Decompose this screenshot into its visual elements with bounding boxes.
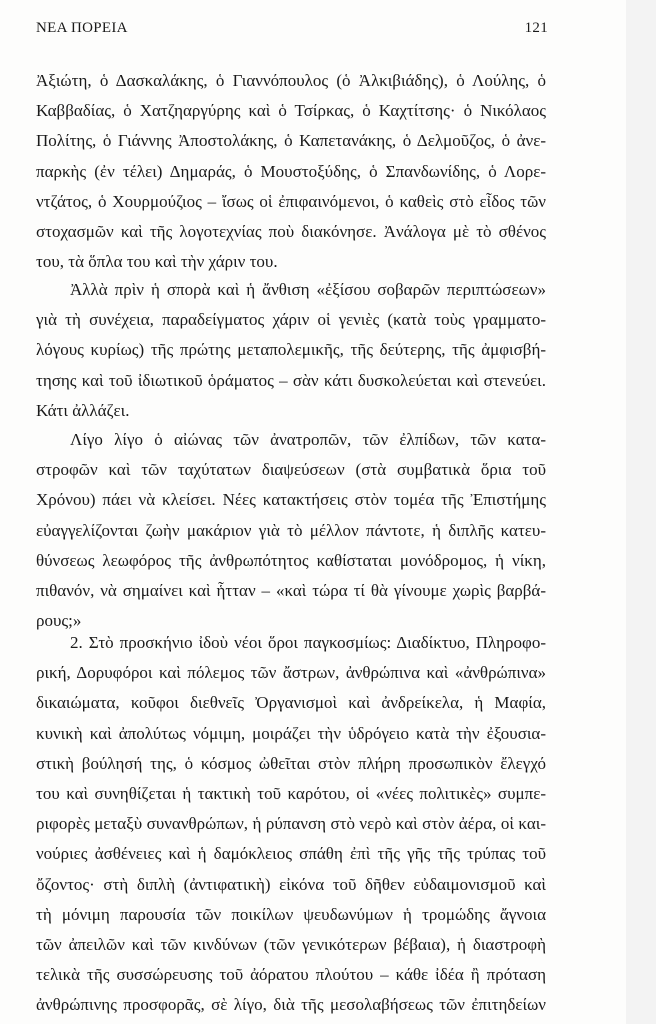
text-line: πιθανόν, νὰ σημαίνει καὶ ἧτταν – «καὶ τώρα τί θὰ γίνουμε χωρὶς βαρβά- [36, 581, 546, 601]
text-line: γιὰ τὴ συνέχεια, παραδείγματος χάριν οἱ γενιὲς (κατὰ τοὺς γραμματο- [36, 310, 546, 330]
text-line: ρους;» [36, 611, 82, 631]
page-number: 121 [524, 20, 548, 36]
text-line: τησης καὶ τοῦ ἰδιωτικοῦ ὁράματος – σὰν κάτι δυσκολεύεται καὶ στενεύει. [36, 370, 546, 390]
page-edge-shadow [626, 0, 656, 1024]
text-line: παρκὴς (ἐν τέλει) Δημαράς, ὁ Μουστοξύδης, ὁ Σπανδωνίδης, ὁ Λορε- [36, 161, 546, 181]
text-line: ὄζοντος· στὴ διπλὴ (ἀντιφατικὴ) εἰκόνα τοῦ δῆθεν εὐδαιμονισμοῦ καὶ [36, 874, 546, 894]
text-line: εὐαγγελίζονται ζωὴν μακάριον γιὰ τὸ μέλλον πάντοτε, ἡ διπλῆς κατευ- [36, 520, 546, 540]
text-line: Χρόνου) πάει νὰ κλείσει. Νέες κατακτήσεις στὸν τομέα τῆς Ἐπιστήμης [36, 490, 546, 510]
text-line: λόγους κυρίως) τῆς πρώτης μεταπολεμικῆς, τῆς δεύτερης, τῆς ἀμφισβή- [36, 340, 546, 360]
text-line: του καὶ συνηθίζεται ἡ τακτικὴ τοῦ καρότου, οἱ «νέες πολιτικὲς» συμπε- [36, 784, 546, 804]
text-line: Ἀλλὰ πρὶν ἡ σπορὰ καὶ ἡ ἄνθιση «ἐξίσου σοβαρῶν περιπτώσεων» [70, 280, 546, 299]
paragraph-2 [36, 275, 546, 426]
text-line: Πολίτης, ὁ Γιάννης Ἀποστολάκης, ὁ Καπετανάκης, ὁ Δελμοῦζος, ὁ ἀνε- [36, 131, 546, 151]
text-line: κυνικὴ καὶ ἀπολύτως νόμιμη, μοιράζει τὴν ὑδρόγειο κατὰ τὴν ἐξουσια- [36, 723, 546, 743]
text-line: στροφῶν καὶ τῶν ταχύτατων διαψεύσεων (στὰ συμβατικὰ ὅρια τοῦ [36, 460, 546, 480]
running-title: ΝΕΑ ΠΟΡΕΙΑ [36, 20, 128, 36]
text-line: του, τὰ ὅπλα του καὶ τὴν χάριν του. [36, 252, 278, 272]
text-line: τῶν ἀπειλῶν καὶ τῶν κινδύνων (τῶν γενικότερων βέβαια), ἡ διαστροφὴ [36, 935, 546, 955]
text-line: Λίγο λίγο ὁ αἰώνας τῶν ἀνατροπῶν, τῶν ἐλπίδων, τῶν κατα- [70, 430, 546, 449]
text-line: Ἀξιώτη, ὁ Δασκαλάκης, ὁ Γιαννόπουλος (ὁ Ἀλκιβιάδης), ὁ Λούλης, ὁ [36, 71, 546, 90]
text-line: ντζάτος, ὁ Χουρμούζιος – ἴσως οἱ ἐπιφαινόμενοι, ὁ καθεὶς στὸ εἶδος τῶν [36, 191, 546, 211]
paragraph-3 [36, 425, 546, 636]
text-line: Καββαδίας, ὁ Χατζηαργύρης καὶ ὁ Τσίρκας, ὁ Καχτίτσης· ὁ Νικόλαος [36, 101, 546, 121]
paragraph-4 [36, 628, 546, 1021]
text-line: 2. Στὸ προσκήνιο ἰδοὺ νέοι ὅροι παγκοσμίως: Διαδίκτυο, Πληροφο- [70, 633, 546, 652]
text-line: θύνσεως λεωφόρος τῆς ἀνθρωπότητος καθίσταται μονόδρομος, ἡ νίκη, [36, 550, 546, 570]
text-line: ἀνθρώπινης προσφορᾶς, σὲ λίγο, διὰ τῆς μεσολαβήσεως τῶν ἐπιτηδείων [36, 995, 546, 1015]
text-line: νούριες ἀσθένειες καὶ ἡ δαμόκλειος σπάθη ἐπὶ τῆς γῆς τῆς τρύπας τοῦ [36, 844, 546, 864]
text-line: στοχασμῶν καὶ τῆς λογοτεχνίας ποὺ διακόνησε. Ἀνάλογα μὲ τὸ σθένος [36, 222, 546, 242]
text-line: τελικὰ τῆς συσσώρευσης τοῦ ἀόρατου πλούτου – κάθε ἰδέα ἢ πρόταση [36, 965, 546, 985]
text-line: στικὴ βούλησή της, ὁ κόσμος ὠθεῖται στὸν πλήρη προσωπικὸν ἔλεγχό [36, 753, 546, 773]
text-line: ρική, Δορυφόροι καὶ πόλεμος τῶν ἄστρων, ἀνθρώπινα καὶ «ἀνθρώπινα» [36, 663, 546, 683]
paragraph-1 [36, 66, 546, 277]
text-line: τὴ μόνιμη παρουσία τῶν ποικίλων ψευδωνύμων ἡ τρομώδης ἄγνοια [36, 904, 546, 924]
text-line: Κάτι ἀλλάζει. [36, 400, 130, 420]
text-line: δικαιώματα, κοῦφοι διεθνεῖς Ὀργανισμοὶ καὶ ἀνδρείκελα, ἡ Μαφία, [36, 693, 546, 713]
running-head [36, 20, 548, 42]
text-line: ριφορὲς μεταξὺ συνανθρώπων, ἡ ρύπανση στὸ νερὸ καὶ στὸν ἀέρα, οἱ και- [36, 814, 546, 834]
